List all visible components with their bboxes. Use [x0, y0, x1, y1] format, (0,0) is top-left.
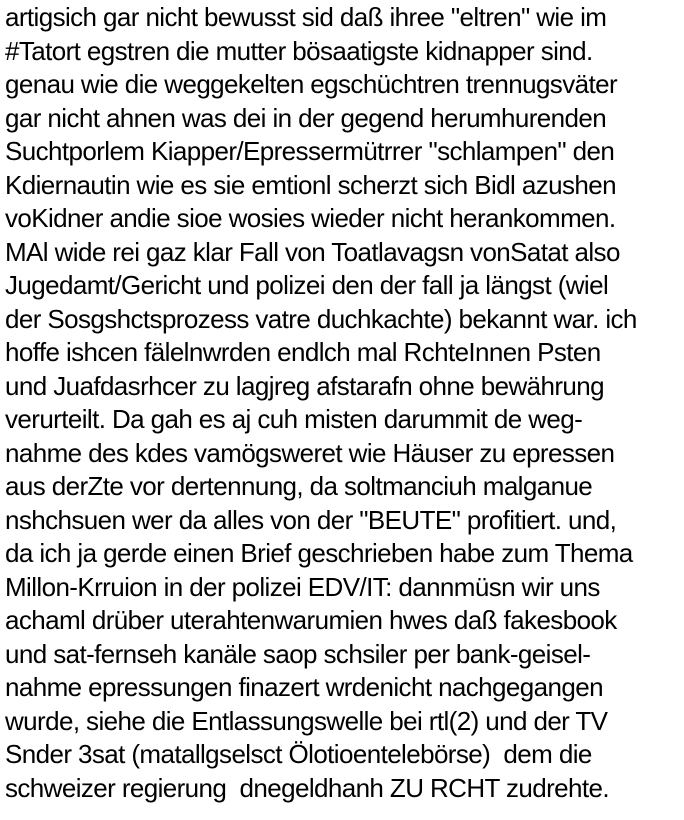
text-line: verurteilt. Da gah es aj cuh misten darummit de weg- — [5, 404, 583, 434]
text-line: achaml drüber uterahtenwarumien hwes daß fakesbook — [5, 605, 617, 635]
text-line: schweizer regierung dnegeldhanh ZU RCHT zudrehte. — [5, 772, 609, 803]
text-line: artigsich gar nicht bewusst sid daß ihree "eltren" wie im — [5, 2, 607, 32]
text-line: der Sosgshctsprozess vatre duchkachte) bekannt war. ich — [5, 303, 637, 334]
text-line: MAl wide rei gaz klar Fall von Toatlavagsn vonSatat also — [5, 236, 620, 267]
text-line: Suchtporlem Kiapper/Epressermütrrer "schlampen" den — [5, 136, 615, 166]
text-line: aus derZte vor dertennung, da soltmanciuh malganue — [5, 471, 593, 501]
paragraph — [5, 1, 682, 805]
text-line: Millon-Krruion in der polizei EDV/IT: dannmüsn wir uns — [5, 571, 600, 602]
text-line: voKidner andie sioe wosies wieder nicht herankommen. — [5, 203, 616, 233]
text-line: genau wie die weggekelten egschüchtren trennugsväter — [5, 69, 618, 99]
text-line: nshchsuen wer da alles von der "BEUTE" profitiert. und, — [5, 504, 617, 535]
text-line: #Tatort egstren die mutter bösaatigste kidnapper sind. — [5, 35, 593, 66]
text-line: nahme epressungen finazert wrdenicht nachgegangen — [5, 672, 603, 702]
text-line: da ich ja gerde einen Brief geschrieben habe zum Thema — [5, 538, 633, 568]
text-line: gar nicht ahnen was dei in der gegend herumhurenden — [5, 102, 607, 133]
text-line: Jugedamt/Gericht und polizei den der fall ja längst (wiel — [5, 270, 609, 300]
text-line: Snder 3sat (matallgselsct Ölotioentelebörse) dem die — [5, 739, 592, 769]
text-line: hoffe ishcen fälelnwrden endlch mal RchteInnen Psten — [5, 337, 601, 367]
text-line: und sat-fernseh kanäle saop schsiler per bank-geisel- — [5, 638, 591, 669]
text-line: nahme des kdes vamögsweret wie Häuser zu epressen — [5, 437, 615, 468]
text-line: Kdiernautin wie es sie emtionl scherzt sich Bidl azushen — [5, 169, 616, 200]
text-line: und Juafdasrhcer zu lagjreg afstarafn ohne bewährung — [5, 370, 604, 401]
text-line: wurde, siehe die Entlassungswelle bei rtl(2) und der TV — [5, 705, 608, 736]
